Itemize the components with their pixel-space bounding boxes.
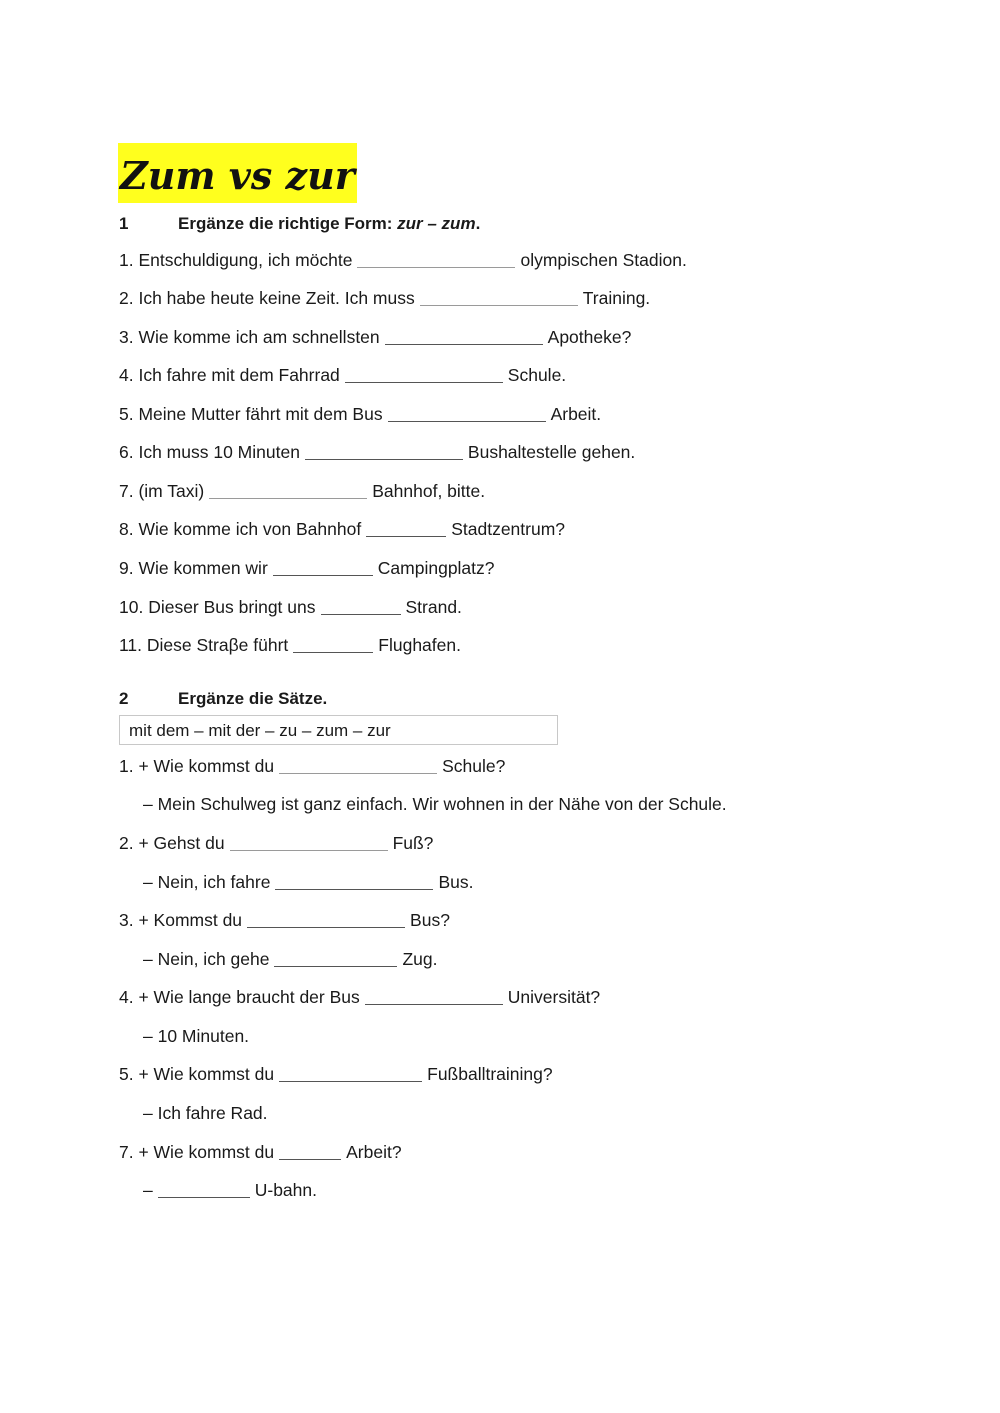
item-text: – <box>143 1180 153 1200</box>
item-text: 7. (im Taxi) <box>119 481 205 501</box>
item-text: – Mein Schulweg ist ganz einfach. Wir wohnen in der Nähe von der Schule. <box>143 794 727 814</box>
exercise-1-item <box>119 365 566 386</box>
answer-blank[interactable] <box>345 381 503 383</box>
answer-blank[interactable] <box>275 888 433 890</box>
item-text: Arbeit? <box>346 1142 402 1162</box>
answer-blank[interactable] <box>420 304 578 306</box>
answer-blank[interactable] <box>321 613 401 615</box>
section-1-instruction: Ergänze die richtige Form: <box>178 214 398 233</box>
exercise-2-item <box>119 756 505 777</box>
exercise-2-reply <box>143 794 727 815</box>
exercise-1-item <box>119 250 687 271</box>
item-text: Campingplatz? <box>377 558 495 578</box>
answer-blank[interactable] <box>274 965 397 967</box>
exercise-2-item <box>119 910 450 931</box>
answer-blank[interactable] <box>279 1080 422 1082</box>
exercise-1-item <box>119 288 650 309</box>
item-text: 11. Diese Straβe führt <box>119 635 289 655</box>
item-text: Apotheke? <box>547 327 632 347</box>
exercise-1-item <box>119 481 485 502</box>
answer-blank[interactable] <box>158 1196 250 1198</box>
answer-blank[interactable] <box>273 574 373 576</box>
item-text: 9. Wie kommen wir <box>119 558 268 578</box>
item-text: – Nein, ich gehe <box>143 949 270 969</box>
exercise-2-item <box>119 987 600 1008</box>
answer-blank[interactable] <box>209 497 367 499</box>
item-text: 5. Meine Mutter fährt mit dem Bus <box>119 404 383 424</box>
section-2-instruction: Ergänze die Sätze. <box>178 689 328 708</box>
section-2-number: 2 <box>119 689 129 708</box>
answer-blank[interactable] <box>357 266 515 268</box>
item-text: Fußballtraining? <box>427 1064 553 1084</box>
section-1-heading <box>119 214 480 234</box>
item-text: Flughafen. <box>378 635 461 655</box>
exercise-2-reply <box>143 1026 249 1047</box>
item-text: 3. + Kommst du <box>119 910 243 930</box>
answer-blank[interactable] <box>279 772 437 774</box>
item-text: Schule. <box>507 365 567 385</box>
exercise-1-item <box>119 404 601 425</box>
item-text: Fuß? <box>392 833 434 853</box>
section-1-period: . <box>475 214 481 233</box>
item-text: Strand. <box>405 597 462 617</box>
worksheet-title: Zum vs zur <box>118 143 357 203</box>
item-text: Training. <box>582 288 651 308</box>
answer-blank[interactable] <box>230 849 388 851</box>
item-text: 1. Entschuldigung, ich möchte <box>119 250 353 270</box>
item-text: 6. Ich muss 10 Minuten <box>119 442 300 462</box>
section-2-heading <box>119 689 327 709</box>
item-text: Bahnhof, bitte. <box>372 481 486 501</box>
item-text: 7. + Wie kommst du <box>119 1142 275 1162</box>
item-text: Bus. <box>438 872 474 892</box>
answer-blank[interactable] <box>366 535 446 537</box>
exercise-2-reply <box>143 1180 317 1201</box>
item-text: Universität? <box>507 987 601 1007</box>
item-text: Arbeit. <box>550 404 602 424</box>
item-text: U-bahn. <box>254 1180 317 1200</box>
item-text: 5. + Wie kommst du <box>119 1064 275 1084</box>
item-text: Stadtzentrum? <box>451 519 566 539</box>
item-text: 2. Ich habe heute keine Zeit. Ich muss <box>119 288 415 308</box>
section-1-number: 1 <box>119 214 129 233</box>
answer-blank[interactable] <box>388 420 546 422</box>
item-text: Zug. <box>402 949 438 969</box>
item-text: – Nein, ich fahre <box>143 872 271 892</box>
exercise-2-reply <box>143 949 438 970</box>
exercise-2-item <box>119 1064 553 1085</box>
item-text: – Ich fahre Rad. <box>143 1103 268 1123</box>
item-text: – 10 Minuten. <box>143 1026 250 1046</box>
item-text: 8. Wie komme ich von Bahnhof <box>119 519 362 539</box>
answer-blank[interactable] <box>279 1158 341 1160</box>
answer-blank[interactable] <box>365 1003 503 1005</box>
item-text: 2. + Gehst du <box>119 833 225 853</box>
exercise-2-reply <box>143 1103 268 1124</box>
answer-blank[interactable] <box>305 458 463 460</box>
item-text: Bushaltestelle gehen. <box>467 442 636 462</box>
exercise-2-item <box>119 833 433 854</box>
item-text: Schule? <box>442 756 506 776</box>
exercise-2-item <box>119 1142 402 1163</box>
exercise-1-item <box>119 327 631 348</box>
answer-blank[interactable] <box>293 651 373 653</box>
item-text: olympischen Stadion. <box>520 250 687 270</box>
item-text: 3. Wie komme ich am schnellsten <box>119 327 380 347</box>
answer-blank[interactable] <box>247 926 405 928</box>
exercise-1-item <box>119 519 565 540</box>
item-text: 4. + Wie lange braucht der Bus <box>119 987 360 1007</box>
item-text: Bus? <box>410 910 450 930</box>
item-text: 1. + Wie kommst du <box>119 756 275 776</box>
section-1-forms: zur – zum <box>397 214 476 233</box>
exercise-1-item <box>119 635 461 656</box>
word-bank-box: mit dem – mit der – zu – zum – zur <box>119 715 558 745</box>
exercise-1-item <box>119 442 635 463</box>
exercise-1-item <box>119 558 495 579</box>
exercise-2-reply <box>143 872 473 893</box>
item-text: 10. Dieser Bus bringt uns <box>119 597 316 617</box>
item-text: 4. Ich fahre mit dem Fahrrad <box>119 365 340 385</box>
answer-blank[interactable] <box>385 343 543 345</box>
exercise-1-item <box>119 597 462 618</box>
